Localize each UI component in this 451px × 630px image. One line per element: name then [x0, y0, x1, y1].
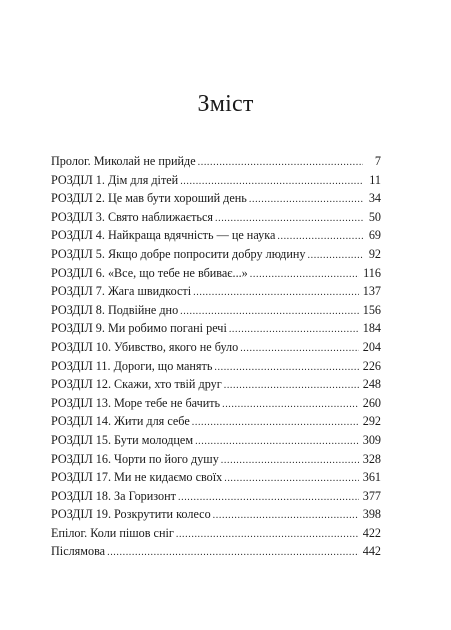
dot-leader [229, 321, 359, 340]
toc-entry-label: РОЗДІЛ 6. «Все, що тебе не вбиває...» [51, 265, 248, 280]
toc-entry [51, 189, 381, 208]
toc-title: Зміст [197, 91, 254, 117]
toc-entry-label: РОЗДІЛ 5. Якщо добре попросити добру людину [51, 246, 306, 261]
dot-leader [198, 154, 363, 173]
toc-entry-label: РОЗДІЛ 4. Найкраща вдячність — це наука [51, 228, 276, 243]
toc-entry-label: РОЗДІЛ 13. Море тебе не бачить [51, 395, 221, 410]
toc-entry [51, 357, 381, 376]
dot-leader [224, 470, 358, 489]
toc-entry [51, 338, 381, 357]
toc-entry [51, 171, 381, 190]
toc-entry-page: 184 [362, 321, 381, 336]
toc-entry [51, 282, 381, 301]
toc-entry [51, 450, 381, 469]
dot-leader [250, 266, 359, 285]
toc-entry-label: РОЗДІЛ 12. Скажи, хто твій друг [51, 377, 222, 392]
toc-entry-label: РОЗДІЛ 2. Це мав бути хороший день [51, 191, 247, 206]
dot-leader [193, 284, 359, 303]
toc-entry-page: 292 [362, 414, 381, 429]
toc-entry-page: 92 [368, 246, 381, 261]
toc-entry-page: 377 [362, 488, 381, 503]
toc-entry-page: 260 [362, 395, 381, 410]
toc-entry-label: РОЗДІЛ 18. За Горизонт [51, 488, 176, 503]
toc-entry-label: Пролог. Миколай не прийде [51, 154, 196, 168]
toc-entry-label: РОЗДІЛ 1. Дім для дітей [51, 172, 179, 187]
toc-entry-label: РОЗДІЛ 10. Убивство, якого не було [51, 339, 239, 354]
toc-entry-page: 34 [368, 191, 381, 206]
toc-entry-page: 422 [362, 525, 381, 540]
toc-entry-label: РОЗДІЛ 11. Дороги, що манять [51, 358, 213, 373]
toc-entry-label: РОЗДІЛ 7. Жага швидкості [51, 284, 192, 299]
toc-entry [51, 505, 381, 524]
toc-entry-label: РОЗДІЛ 9. Ми робимо погані речі [51, 321, 227, 336]
toc-entry [51, 412, 381, 431]
toc-entry [51, 468, 381, 487]
toc-entry-page: 361 [362, 470, 381, 485]
dot-leader [222, 396, 359, 415]
toc-entry [51, 152, 381, 171]
toc-entry [51, 226, 381, 245]
toc-entry [51, 524, 381, 543]
dot-leader [214, 359, 358, 378]
dot-leader [249, 191, 363, 210]
toc-entry-page: 398 [362, 507, 381, 522]
toc-entry-page: 328 [362, 451, 381, 466]
dot-leader [308, 247, 363, 266]
dot-leader [192, 414, 359, 433]
toc-entry-label: РОЗДІЛ 16. Чорти по його душу [51, 451, 219, 466]
dot-leader [240, 340, 359, 359]
toc-entry [51, 542, 381, 561]
toc-entry-label: РОЗДІЛ 14. Жити для себе [51, 414, 190, 429]
dot-leader [221, 452, 359, 471]
toc-entry [51, 319, 381, 338]
toc-entry-page: 309 [362, 432, 381, 447]
toc-entry [51, 487, 381, 506]
dot-leader [176, 526, 359, 545]
toc-entry-label: РОЗДІЛ 3. Свято наближається [51, 209, 213, 224]
toc-list [51, 152, 381, 561]
dot-leader [224, 377, 359, 396]
toc-entry [51, 264, 381, 283]
toc-entry [51, 394, 381, 413]
toc-entry-page: 442 [362, 544, 381, 559]
toc-entry-label: РОЗДІЛ 19. Розкрутити колесо [51, 507, 211, 522]
toc-entry-page: 156 [362, 302, 381, 317]
toc-entry-label: РОЗДІЛ 15. Бути молодцем [51, 432, 194, 447]
dot-leader [107, 544, 359, 563]
toc-entry [51, 208, 381, 227]
toc-entry [51, 301, 381, 320]
toc-entry-page: 204 [362, 339, 381, 354]
toc-entry-page: 50 [368, 209, 381, 224]
toc-entry-page: 116 [363, 265, 381, 280]
toc-entry-page: 7 [374, 154, 381, 168]
toc-entry [51, 431, 381, 450]
toc-entry-label: РОЗДІЛ 8. Подвійне дно [51, 302, 179, 317]
toc-entry-page: 137 [362, 284, 381, 299]
dot-leader [213, 507, 359, 526]
toc-entry-label: Післямова [51, 544, 106, 559]
toc-entry-page: 69 [368, 228, 381, 243]
toc-entry-page: 248 [362, 377, 381, 392]
toc-entry [51, 375, 381, 394]
toc-entry [51, 245, 381, 264]
toc-entry-page: 11 [369, 172, 381, 187]
toc-entry-page: 226 [362, 358, 381, 373]
toc-entry-label: Епілог. Коли пішов сніг [51, 525, 174, 540]
toc-entry-label: РОЗДІЛ 17. Ми не кидаємо своїх [51, 470, 223, 485]
